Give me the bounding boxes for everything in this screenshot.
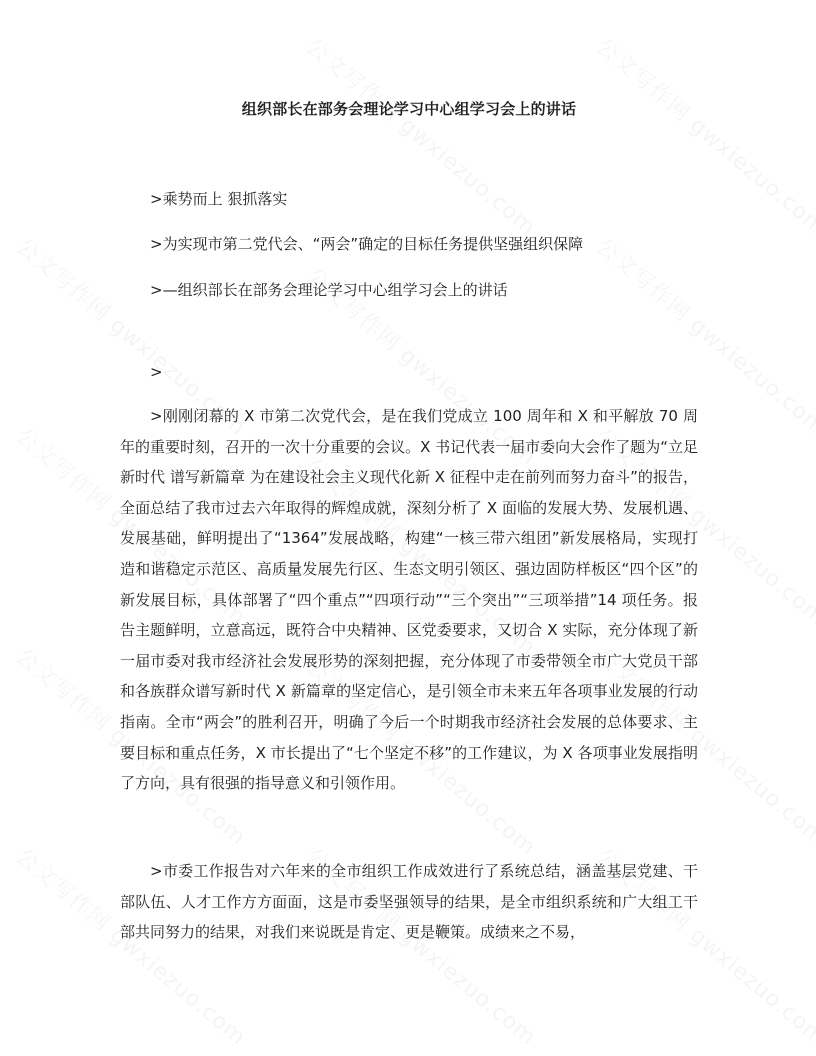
body-paragraph: >市委工作报告对六年来的全市组织工作成效进行了系统总结，涵盖基层党建、干部队伍、人才工作方方面面，这是市委坚强领导的结果，是全市组织系统和广大组工干部共同努力的结果，对我们来说既是肯定、更是鞭策。成绩来之不易， [120, 862, 698, 942]
watermark-text [590, 30, 816, 242]
page-title: 组织部长在部务会理论学习中心组学习会上的讲话 [241, 100, 577, 118]
subtitle-line: >为实现市第二党代会、“两会”确定的目标任务提供坚强组织保障 [150, 235, 584, 253]
body-paragraph: >刚刚闭幕的 X 市第二次党代会，是在我们党成立 100 周年和 X 和平解放 70 周年的重要时刻，召开的一次十分重要的会议。X 书记代表一届市委向大会作了题为“立足新时代 谱写新篇章 为在建设社会主义现代化新 X 征程中走在前列而努力奋斗”的报告，全面总结了我市过去六年取得的辉煌成就，深刻分析了 X 面临的发展大势、发展机遇、发展基础，鲜明提出了“1364”发展战略，构建“一核三带六组团”新发展格局，实现打造和谐稳定示范区、高质量发展先行区、生态文明引领区、强边固防样板区“四个区”的新发展目标，具体部署了“四个重点”“四项行动”“三个突出”“三项举措”14 项任务。报告主题鲜明，立意高远，既符合中央精神、区党委要求，又切合 X 实际，充分体现了新一届市委对我市经济社会发展形势的深刻把握，充分体现了市委带领全市广大党员干部和各族群众谱写新时代 X 新篇章的坚定信心，是引领全市未来五年各项事业发展的行动指南。全市“两会”的胜利召开，明确了今后一个时期我市经济社会发展的总体要求、主要目标和重点任务，X 市长提出了“七个坚定不移”的工作建议，为 X 各项事业发展指明了方向，具有很强的指导意义和引领作用。 [120, 407, 698, 793]
subtitle-line: >乘势而上 狠抓落实 [150, 190, 288, 208]
watermark-text [300, 30, 544, 242]
blank-marker-line: > [150, 363, 163, 381]
subtitle-line: >—组织部长在部务会理论学习中心组学习会上的讲话 [150, 281, 508, 299]
